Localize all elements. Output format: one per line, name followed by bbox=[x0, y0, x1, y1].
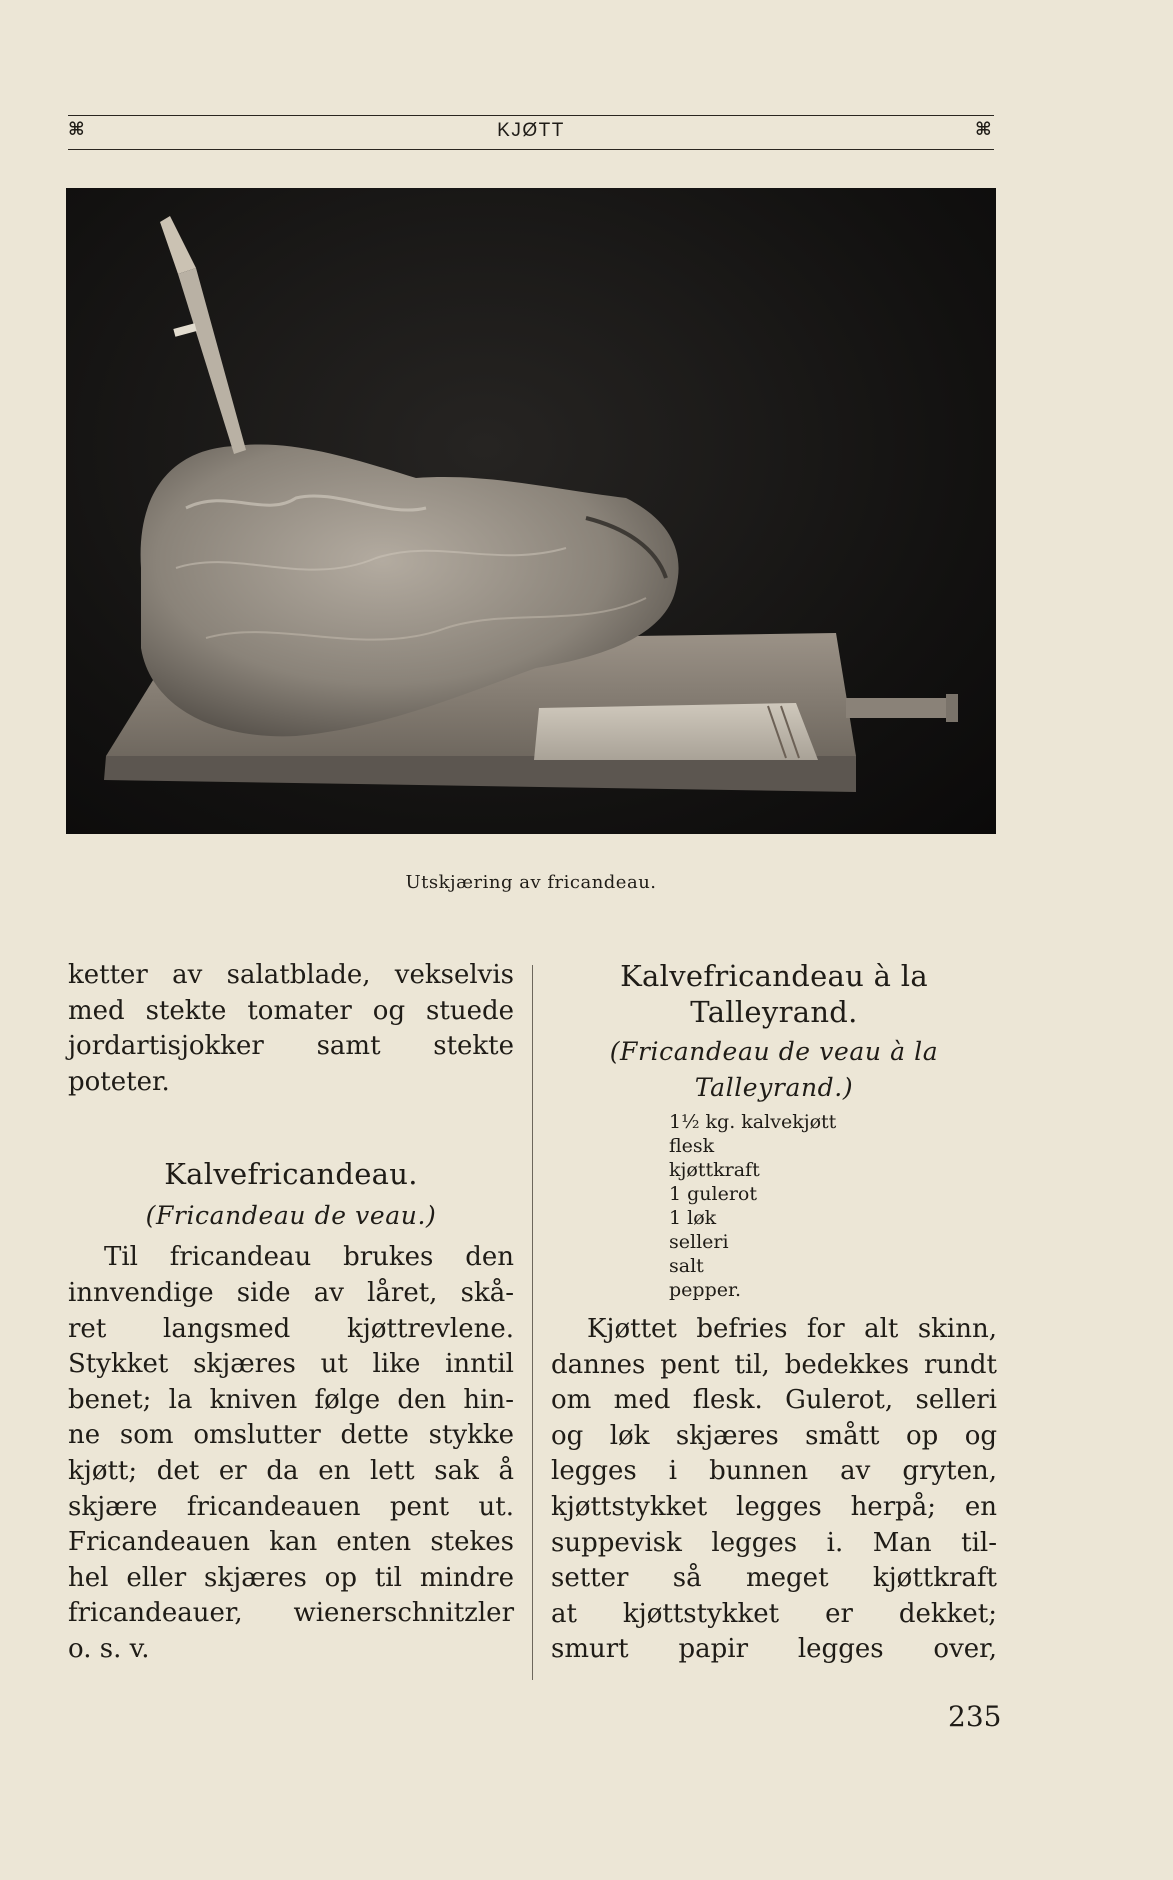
title-line: Kalvefricandeau à la bbox=[620, 959, 928, 993]
text-line: skjære fricandeauen pent ut. bbox=[68, 1491, 514, 1522]
header-ornament-left: ⌘ bbox=[68, 119, 85, 140]
ingredient-item: kjøttkraft bbox=[669, 1159, 760, 1181]
ingredient-item: 1 gulerot bbox=[669, 1183, 758, 1205]
text-line: kjøtt; det er da en lett sak å bbox=[68, 1455, 514, 1486]
knife-handle bbox=[160, 216, 196, 274]
figure-caption: Utskjæring av fricandeau. bbox=[405, 872, 657, 893]
text-line: Kjøttet befries for alt skinn, bbox=[587, 1314, 997, 1344]
text-line: suppevisk legges i. Man til- bbox=[551, 1527, 997, 1558]
text-line: kjøttstykket legges herpå; en bbox=[551, 1491, 997, 1522]
header-rule-bottom bbox=[68, 149, 994, 150]
column-divider bbox=[532, 965, 533, 1680]
recipe-subtitle-talleyrand bbox=[551, 1034, 997, 1106]
text-line: ret langsmed kjøttrevlene. bbox=[68, 1313, 514, 1344]
text-line: dannes pent til, bedekkes rundt bbox=[551, 1349, 997, 1380]
recipe-title-kalvefricandeau: Kalvefricandeau. bbox=[164, 1157, 418, 1192]
text-line: fricandeauer, wienerschnitzler bbox=[68, 1598, 514, 1629]
ingredient-item: 1½ kg. kalvekjøtt bbox=[669, 1111, 837, 1133]
ingredient-item: 1 løk bbox=[669, 1207, 717, 1229]
continued-text bbox=[68, 958, 514, 1100]
page-number: 235 bbox=[948, 1700, 1002, 1733]
ingredient-item: flesk bbox=[669, 1135, 715, 1157]
text-line: om med flesk. Gulerot, selleri bbox=[551, 1385, 997, 1416]
knife-blade bbox=[178, 268, 246, 454]
header-rule-top bbox=[68, 115, 994, 116]
text-line: o. s. v. bbox=[68, 1633, 150, 1664]
title-line: Talleyrand. bbox=[690, 995, 858, 1029]
recipe-body bbox=[68, 1240, 514, 1667]
text-line: Stykket skjæres ut like inntil bbox=[68, 1349, 514, 1380]
text-line: poteter. bbox=[68, 1066, 170, 1097]
folded-cloth bbox=[534, 703, 818, 760]
running-header-title: KJØTT bbox=[497, 120, 565, 141]
text-line: hel eller skjæres op til mindre bbox=[68, 1562, 514, 1593]
text-line: og løk skjæres smått op og bbox=[551, 1420, 997, 1451]
ingredient-list bbox=[669, 1110, 997, 1302]
right-column bbox=[551, 958, 997, 1668]
text-line: Til fricandeau brukes den bbox=[104, 1242, 514, 1273]
left-column bbox=[68, 958, 514, 1668]
text-line: ketter av salatblade, vekselvis bbox=[68, 960, 514, 990]
text-line: at kjøttstykket er dekket; bbox=[551, 1598, 997, 1629]
text-line: Fricandeauen kan enten stekes bbox=[68, 1527, 514, 1558]
recipe-subtitle: (Fricandeau de veau.) bbox=[145, 1201, 437, 1231]
ingredient-item: selleri bbox=[669, 1231, 729, 1253]
text-line: med stekte tomater og stuede bbox=[68, 995, 514, 1026]
header-ornament-right: ⌘ bbox=[975, 119, 992, 140]
subtitle-line: Talleyrand.) bbox=[694, 1073, 854, 1102]
ingredient-item: pepper. bbox=[669, 1279, 742, 1301]
fricandeau-photograph bbox=[66, 188, 996, 834]
text-line: innvendige side av låret, skå- bbox=[68, 1277, 514, 1308]
ingredient-item: salt bbox=[669, 1255, 704, 1277]
text-line: benet; la kniven følge den hin- bbox=[68, 1384, 514, 1415]
text-line: ne som omslutter dette stykke bbox=[68, 1420, 514, 1451]
recipe-body bbox=[551, 1312, 997, 1668]
recipe-title-talleyrand bbox=[551, 958, 997, 1030]
subtitle-line: (Fricandeau de veau à la bbox=[609, 1037, 939, 1066]
text-line: legges i bunnen av gryten, bbox=[551, 1456, 997, 1487]
text-line: jordartisjokker samt stekte bbox=[68, 1031, 514, 1062]
text-line: setter så meget kjøttkraft bbox=[551, 1563, 997, 1594]
text-line: smurt papir legges over, bbox=[551, 1634, 997, 1665]
